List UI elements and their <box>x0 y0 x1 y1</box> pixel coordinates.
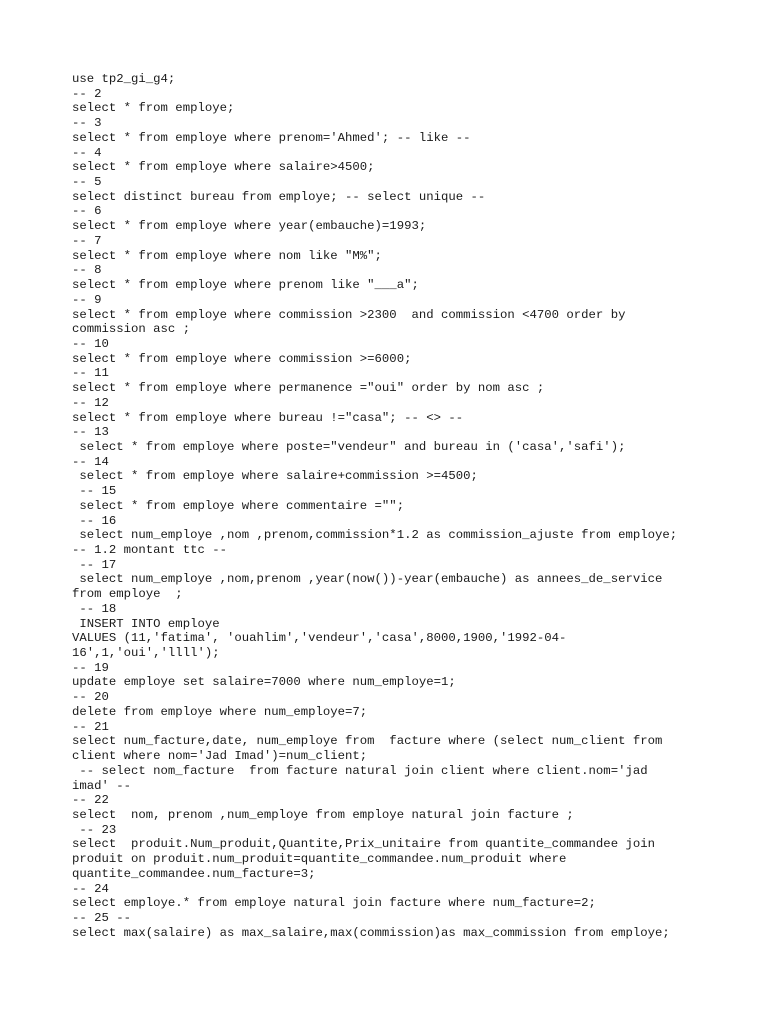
code-line: -- 3 <box>72 116 102 131</box>
code-line: -- 2 <box>72 86 102 101</box>
code-line: -- 16 <box>72 513 117 528</box>
code-line: select distinct bureau from employe; -- select unique -- <box>72 189 486 204</box>
code-line: select num_employe ,nom,prenom ,year(now())-year(embauche) as annees_de_service <box>72 572 663 587</box>
sql-code-block <box>72 72 712 940</box>
code-line: -- 6 <box>72 204 102 219</box>
code-line: select * from employe where commission >=6000; <box>72 351 412 366</box>
code-line: -- 8 <box>72 263 102 278</box>
code-line: -- 21 <box>72 719 109 734</box>
code-line: -- 7 <box>72 233 102 248</box>
code-line: select * from employe where nom like "M%"; <box>72 248 382 263</box>
code-line: imad' -- <box>72 778 132 793</box>
code-line: -- 24 <box>72 881 109 896</box>
code-line: -- 10 <box>72 336 109 351</box>
code-line: select * from employe where commission >2300 and commission <4700 order by <box>72 307 626 322</box>
code-line: use tp2_gi_g4; <box>72 72 176 86</box>
code-line: -- 12 <box>72 395 109 410</box>
code-line: -- 17 <box>72 557 117 572</box>
code-line: client where nom='Jad Imad')=num_client; <box>72 749 368 764</box>
code-line: select * from employe where prenom like "___a"; <box>72 278 419 293</box>
code-line: select num_employe ,nom ,prenom,commission*1.2 as commission_ajuste from employe; <box>72 528 678 543</box>
code-line: -- 18 <box>72 601 117 616</box>
code-line: -- 1.2 montant ttc -- <box>72 543 227 557</box>
code-line: select * from employe where bureau !="casa"; -- <> -- <box>72 410 464 425</box>
code-line: -- select nom_facture from facture natural join client where client.nom='jad <box>72 763 648 778</box>
code-line: -- 19 <box>72 660 109 675</box>
code-line: select max(salaire) as max_salaire,max(commission)as max_commission from employe; <box>72 925 670 940</box>
code-line: -- 25 -- <box>72 910 132 925</box>
code-line: produit on produit.num_produit=quantite_commandee.num_produit where <box>72 852 567 867</box>
code-line: -- 20 <box>72 690 109 705</box>
code-line: select * from employe where permanence ="oui" order by nom asc ; <box>72 381 545 396</box>
code-line: -- 23 <box>72 822 117 837</box>
code-line: commission asc ; <box>72 322 191 337</box>
code-line: update employe set salaire=7000 where num_employe=1; <box>72 675 456 690</box>
code-line: from employe ; <box>72 587 183 602</box>
code-line: select * from employe where year(embauche)=1993; <box>72 219 427 234</box>
code-line: quantite_commandee.num_facture=3; <box>72 866 316 881</box>
code-line: -- 13 <box>72 425 109 440</box>
code-line: 16',1,'oui','llll'); <box>72 646 220 661</box>
code-line: delete from employe where num_employe=7; <box>72 704 368 719</box>
code-line: select * from employe where salaire+commission >=4500; <box>72 469 478 484</box>
code-line: -- 4 <box>72 145 102 160</box>
code-line: VALUES (11,'fatima', 'ouahlim','vendeur','casa',8000,1900,'1992-04- <box>72 631 567 646</box>
code-line: INSERT INTO employe <box>72 616 220 631</box>
code-line: select * from employe where commentaire =""; <box>72 498 405 513</box>
code-line: select employe.* from employe natural join facture where num_facture=2; <box>72 896 596 911</box>
code-line: -- 22 <box>72 793 109 808</box>
code-line: -- 5 <box>72 175 102 190</box>
code-line: select * from employe; <box>72 101 235 116</box>
code-line: select num_facture,date, num_employe from facture where (select num_client from <box>72 734 663 749</box>
code-line: -- 9 <box>72 292 102 307</box>
code-line: -- 15 <box>72 484 117 499</box>
code-line: -- 14 <box>72 454 109 469</box>
code-line: select * from employe where prenom='Ahmed'; -- like -- <box>72 130 471 145</box>
code-line: select * from employe where salaire>4500; <box>72 160 375 175</box>
code-line: select nom, prenom ,num_employe from employe natural join facture ; <box>72 807 574 822</box>
code-line: -- 11 <box>72 366 109 381</box>
code-line: select produit.Num_produit,Quantite,Prix_unitaire from quantite_commandee join <box>72 837 655 852</box>
code-line: select * from employe where poste="vendeur" and bureau in ('casa','safi'); <box>72 439 626 454</box>
